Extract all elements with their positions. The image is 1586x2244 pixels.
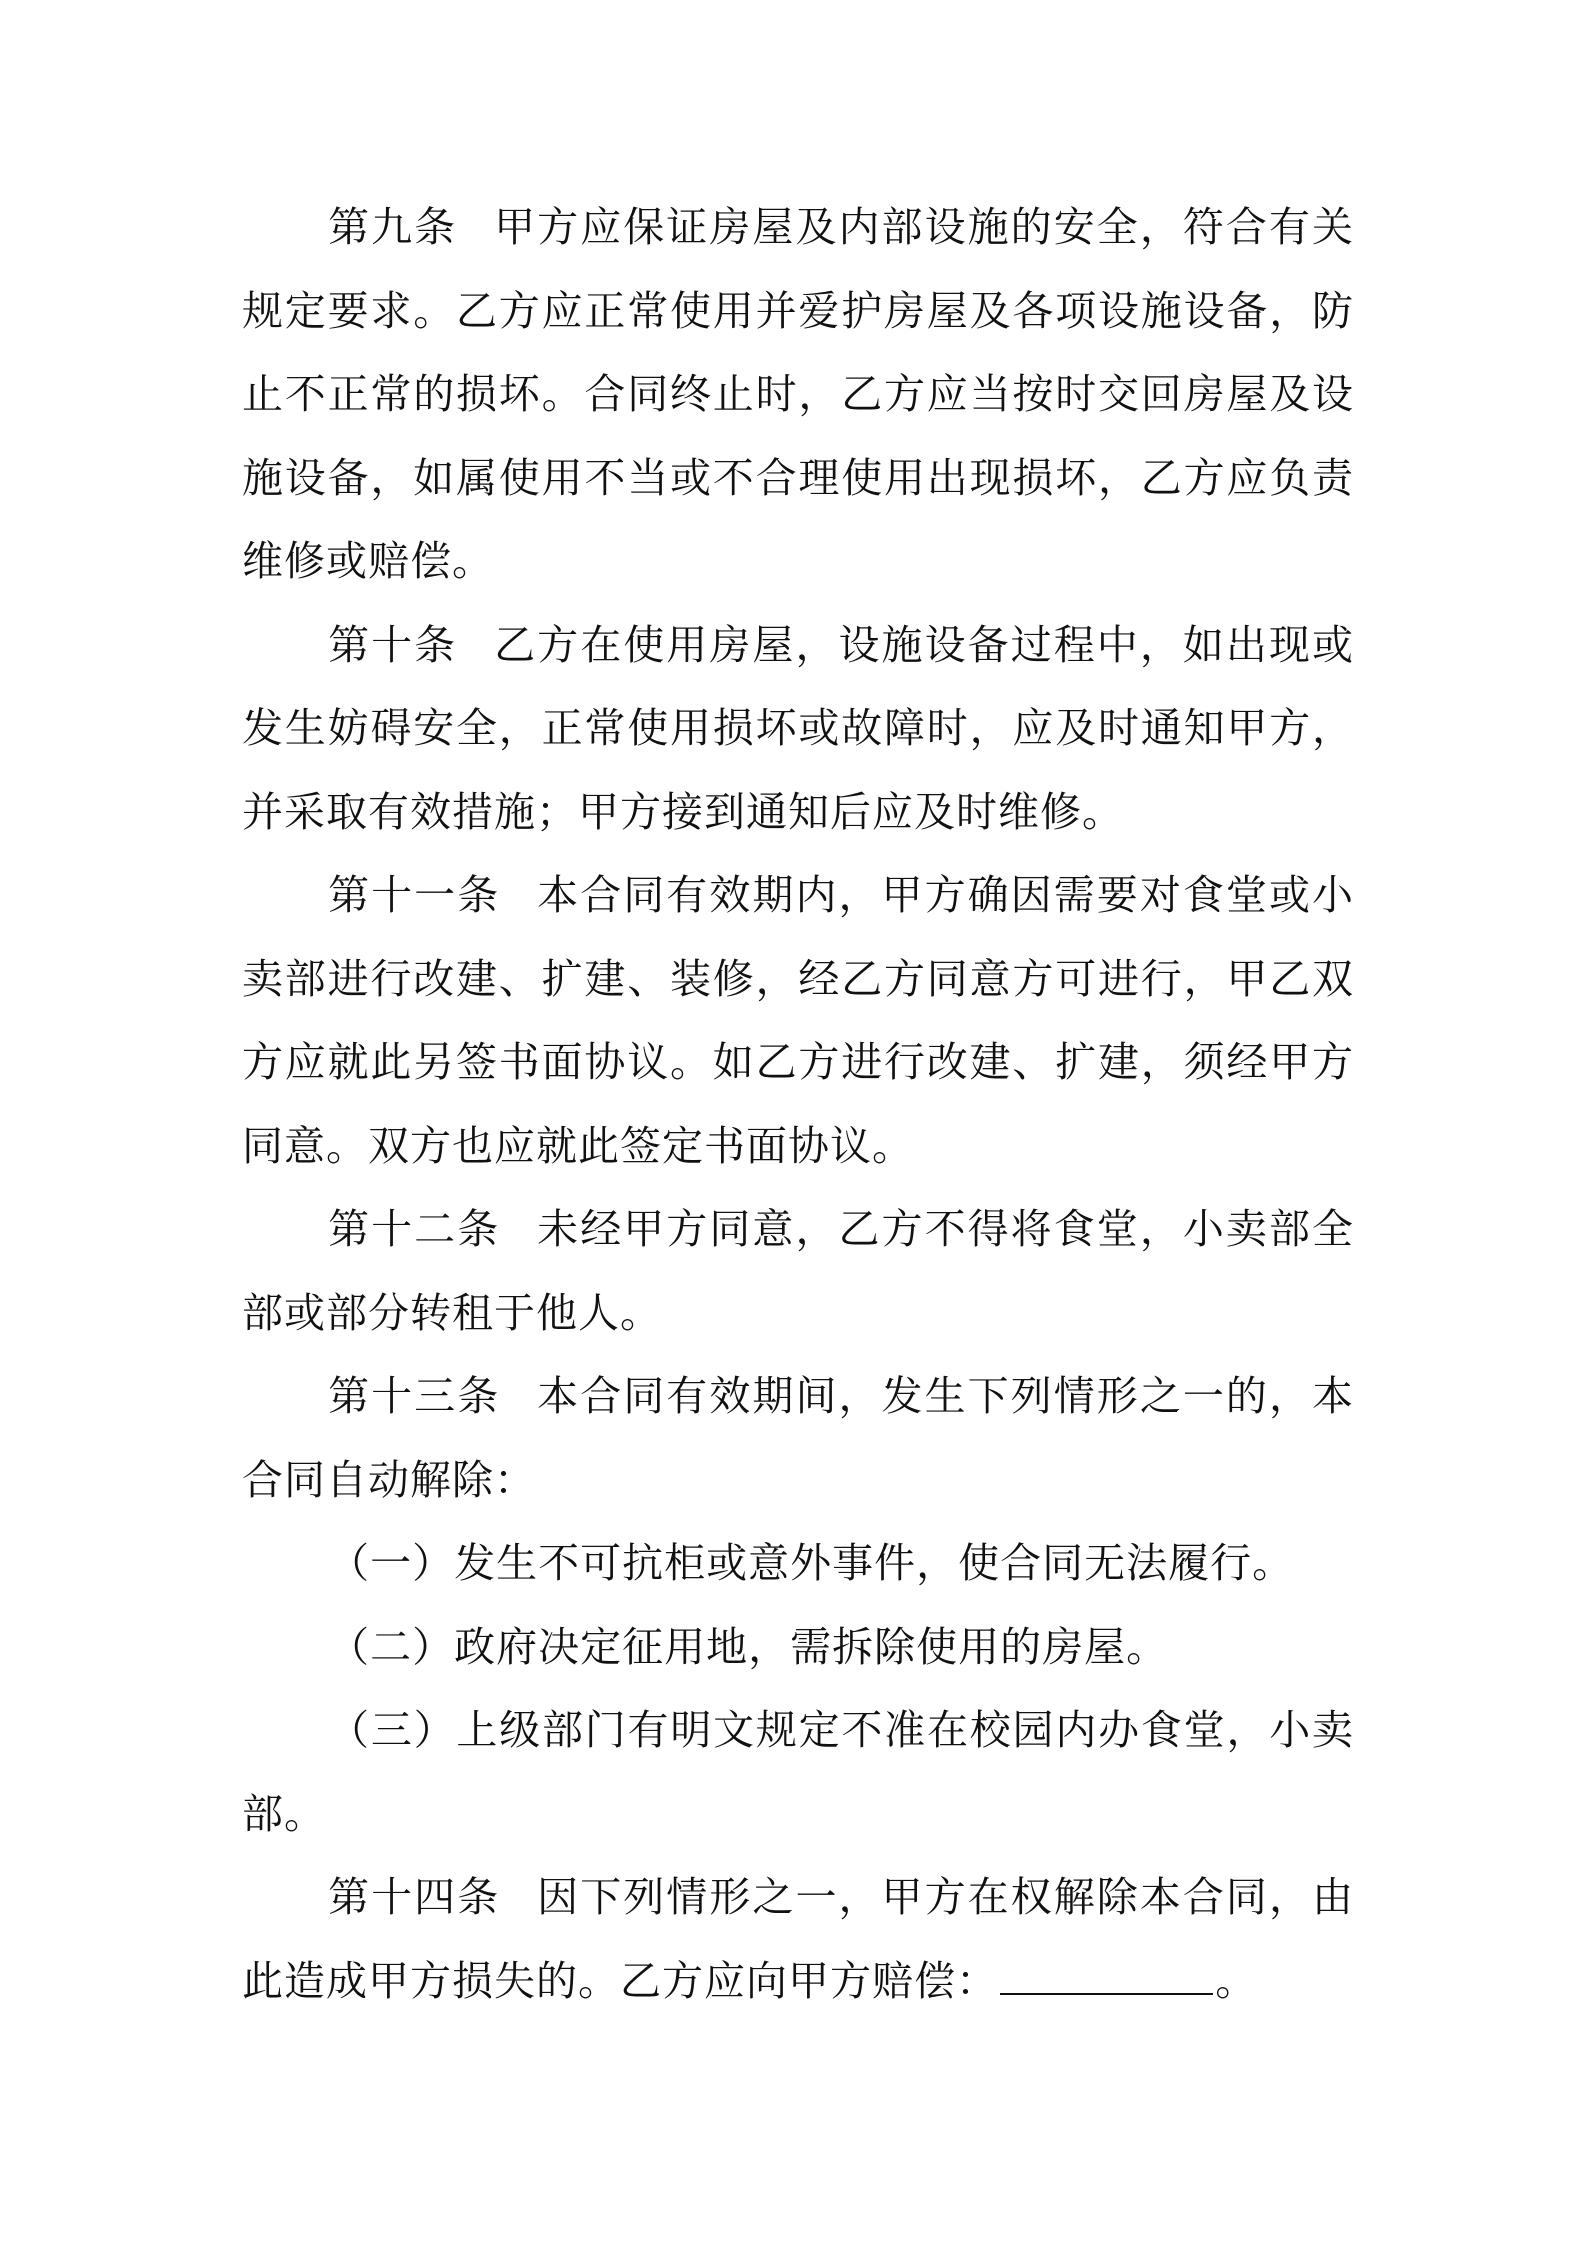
article-10 [242, 604, 1354, 855]
article-11 [242, 854, 1354, 1188]
article-heading: 第十二条 [328, 1205, 501, 1253]
article-body: 本合同有效期内，甲方确因需要对食堂或小卖部进行改建、扩建、装修，经乙方同意方可进行，甲乙双方应就此另签书面协议。如乙方进行改建、扩建，须经甲方同意。双方也应就此签定书面协议。 [242, 871, 1355, 1170]
article-13 [242, 1355, 1354, 1522]
article-body: 甲方应保证房屋及内部设施的安全，符合有关规定要求。乙方应正常使用并爱护房屋及各项设施设备，防止不正常的损坏。合同终止时，乙方应当按时交回房屋及设施设备，如属使用不当或不合理使用出现损坏，乙方应负责维修或赔偿。 [242, 203, 1354, 585]
article-body: 因下列情形之一，甲方在权解除本合同，由此造成甲方损失的。乙方应向甲方赔偿： [242, 1873, 1355, 2005]
closing-punctuation: 。 [1215, 1956, 1258, 2005]
article-13-item-2: （二）政府决定征用地，需拆除使用的房屋。 [328, 1622, 1169, 1671]
article-12 [242, 1188, 1354, 1355]
article-14 [242, 1856, 1354, 2023]
article-13-item-1: （一）发生不可抗柜或意外事件，使合同无法履行。 [328, 1539, 1295, 1587]
article-heading: 第十条 [328, 620, 458, 669]
article-9 [242, 186, 1354, 604]
article-heading: 第十四条 [328, 1873, 501, 1921]
fill-in-blank[interactable] [1000, 1956, 1213, 1995]
article-heading: 第九条 [328, 203, 458, 251]
contract-text [242, 186, 1354, 2023]
article-13-item-3: （三）上级部门有明文规定不准在校园内办食堂，小卖部。 [242, 1706, 1354, 1838]
article-heading: 第十三条 [328, 1372, 501, 1420]
article-body: 本合同有效期间，发生下列情形之一的，本合同自动解除： [242, 1372, 1355, 1504]
article-body: 乙方在使用房屋，设施设备过程中，如出现或发生妨碍安全，正常使用损坏或故障时，应及时通知甲方，并采取有效措施；甲方接到通知后应及时维修。 [242, 620, 1354, 836]
article-body: 未经甲方同意，乙方不得将食堂，小卖部全部或部分转租于他人。 [242, 1205, 1355, 1337]
article-heading: 第十一条 [328, 871, 501, 919]
